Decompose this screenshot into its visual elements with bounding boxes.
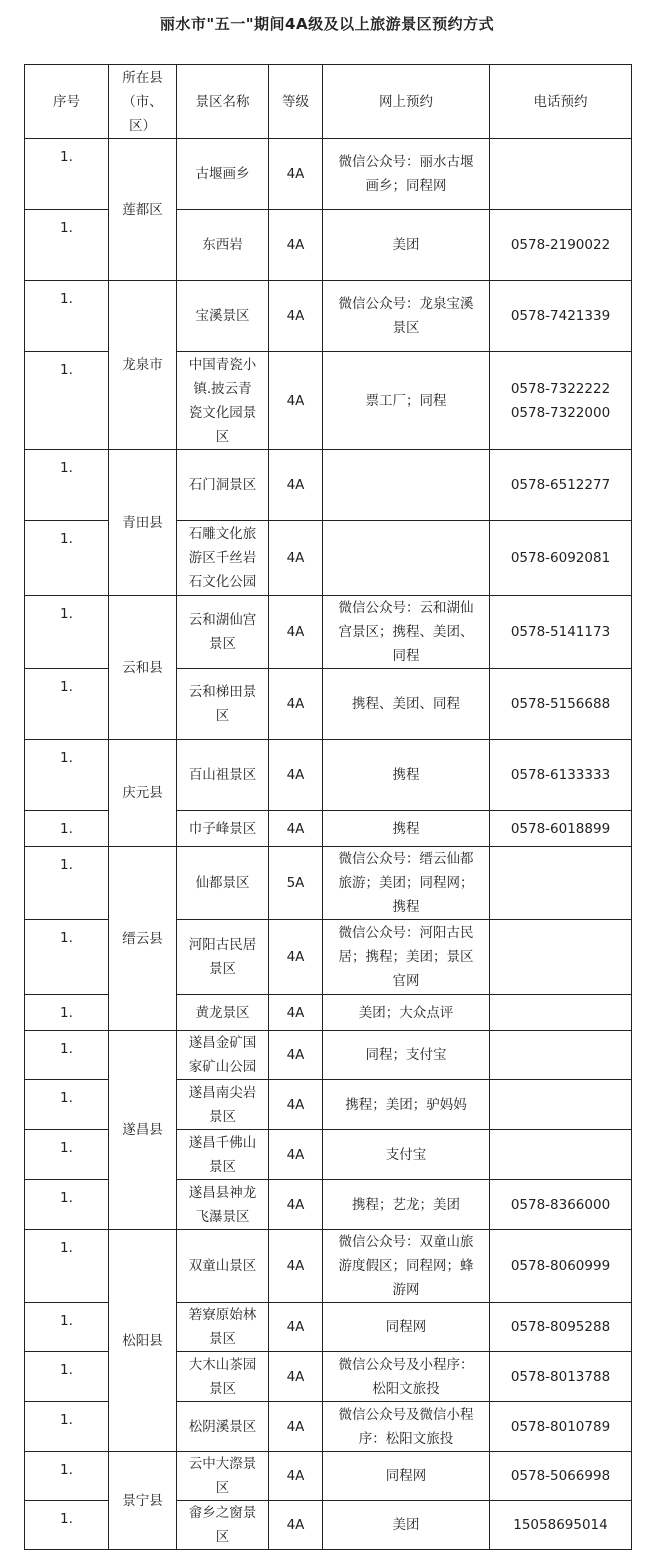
- phone-booking: 0578-8060999: [490, 1230, 632, 1303]
- table-row: [25, 1031, 632, 1080]
- table-row: [25, 847, 632, 920]
- phone-booking: 0578-8010789: [490, 1402, 632, 1452]
- row-number: 1.: [25, 521, 109, 596]
- scenic-name: 遂昌南尖岩 景区: [177, 1080, 269, 1130]
- table-row: [25, 139, 632, 210]
- scenic-name: 河阳古民居 景区: [177, 920, 269, 995]
- county-cell: 龙泉市: [109, 281, 177, 450]
- row-number: 1.: [25, 1501, 109, 1550]
- phone-booking: 0578-8366000: [490, 1180, 632, 1230]
- row-number: 1.: [25, 281, 109, 352]
- phone-booking: 0578-7322222 0578-7322000: [490, 352, 632, 450]
- phone-booking: 0578-8095288: [490, 1303, 632, 1352]
- row-number: 1.: [25, 139, 109, 210]
- grade-cell: 4A: [269, 1303, 323, 1352]
- row-number: 1.: [25, 1230, 109, 1303]
- online-booking: 美团: [323, 210, 490, 281]
- grade-cell: 4A: [269, 1352, 323, 1402]
- phone-booking: [490, 1031, 632, 1080]
- grade-cell: 4A: [269, 995, 323, 1031]
- online-booking: [323, 450, 490, 521]
- scenic-name: 东西岩: [177, 210, 269, 281]
- grade-cell: 4A: [269, 1230, 323, 1303]
- county-cell: 云和县: [109, 596, 177, 740]
- online-booking: 微信公众号：缙云仙都 旅游；美团；同程网； 携程: [323, 847, 490, 920]
- online-booking: 携程；美团；驴妈妈: [323, 1080, 490, 1130]
- online-booking: 同程网: [323, 1303, 490, 1352]
- online-booking: 支付宝: [323, 1130, 490, 1180]
- grade-cell: 4A: [269, 920, 323, 995]
- row-number: 1.: [25, 596, 109, 669]
- online-booking: 微信公众号及微信小程 序：松阳文旅投: [323, 1402, 490, 1452]
- scenic-name: 石雕文化旅 游区千丝岩 石文化公园: [177, 521, 269, 596]
- grade-cell: 4A: [269, 1031, 323, 1080]
- header-county: 所在县 （市、 区）: [109, 65, 177, 139]
- phone-booking: 0578-8013788: [490, 1352, 632, 1402]
- row-number: 1.: [25, 210, 109, 281]
- scenic-name: 遂昌县神龙 飞瀑景区: [177, 1180, 269, 1230]
- row-number: 1.: [25, 1180, 109, 1230]
- county-cell: 青田县: [109, 450, 177, 596]
- row-number: 1.: [25, 1031, 109, 1080]
- online-booking: 微信公众号：河阳古民 居；携程；美团；景区 官网: [323, 920, 490, 995]
- online-booking: 携程；艺龙；美团: [323, 1180, 490, 1230]
- row-number: 1.: [25, 1130, 109, 1180]
- phone-booking: 0578-5141173: [490, 596, 632, 669]
- phone-booking: [490, 920, 632, 995]
- online-booking: 携程: [323, 740, 490, 811]
- scenic-name: 松阴溪景区: [177, 1402, 269, 1452]
- scenic-name: 云中大漈景 区: [177, 1452, 269, 1501]
- phone-booking: 0578-6092081: [490, 521, 632, 596]
- online-booking: 美团: [323, 1501, 490, 1550]
- phone-booking: 0578-5066998: [490, 1452, 632, 1501]
- table-row: [25, 450, 632, 521]
- scenic-name: 云和湖仙宫 景区: [177, 596, 269, 669]
- scenic-name: 百山祖景区: [177, 740, 269, 811]
- row-number: 1.: [25, 995, 109, 1031]
- grade-cell: 4A: [269, 1402, 323, 1452]
- table-row: [25, 1230, 632, 1303]
- county-cell: 遂昌县: [109, 1031, 177, 1230]
- online-booking: 微信公众号：龙泉宝溪 景区: [323, 281, 490, 352]
- phone-booking: 0578-7421339: [490, 281, 632, 352]
- grade-cell: 4A: [269, 139, 323, 210]
- phone-booking: [490, 1080, 632, 1130]
- online-booking: [323, 521, 490, 596]
- online-booking: 携程、美团、同程: [323, 669, 490, 740]
- scenic-name: 遂昌金矿国 家矿山公园: [177, 1031, 269, 1080]
- grade-cell: 4A: [269, 596, 323, 669]
- grade-cell: 4A: [269, 1130, 323, 1180]
- scenic-name: 仙都景区: [177, 847, 269, 920]
- grade-cell: 4A: [269, 1501, 323, 1550]
- row-number: 1.: [25, 1303, 109, 1352]
- grade-cell: 4A: [269, 669, 323, 740]
- scenic-name: 畲乡之窗景 区: [177, 1501, 269, 1550]
- online-booking: 同程网: [323, 1452, 490, 1501]
- scenic-booking-table: [24, 64, 632, 1550]
- scenic-name: 大木山茶园 景区: [177, 1352, 269, 1402]
- county-cell: 景宁县: [109, 1452, 177, 1550]
- online-booking: 携程: [323, 811, 490, 847]
- online-booking: 微信公众号：云和湖仙 宫景区；携程、美团、 同程: [323, 596, 490, 669]
- scenic-name: 古堰画乡: [177, 139, 269, 210]
- phone-booking: 0578-6512277: [490, 450, 632, 521]
- grade-cell: 4A: [269, 450, 323, 521]
- online-booking: 微信公众号：双童山旅 游度假区；同程网；蜂 游网: [323, 1230, 490, 1303]
- county-cell: 缙云县: [109, 847, 177, 1031]
- header-online-booking: 网上预约: [323, 65, 490, 139]
- grade-cell: 4A: [269, 1080, 323, 1130]
- page-title: 丽水市"五一"期间4A级及以上旅游景区预约方式: [159, 15, 495, 33]
- county-cell: 莲都区: [109, 139, 177, 281]
- grade-cell: 4A: [269, 1180, 323, 1230]
- scenic-name: 中国青瓷小 镇.披云青 瓷文化园景 区: [177, 352, 269, 450]
- online-booking: 微信公众号及小程序： 松阳文旅投: [323, 1352, 490, 1402]
- online-booking: 美团；大众点评: [323, 995, 490, 1031]
- table-row: [25, 740, 632, 811]
- row-number: 1.: [25, 1352, 109, 1402]
- grade-cell: 5A: [269, 847, 323, 920]
- row-number: 1.: [25, 847, 109, 920]
- phone-booking: [490, 1130, 632, 1180]
- scenic-name: 箬寮原始林 景区: [177, 1303, 269, 1352]
- row-number: 1.: [25, 450, 109, 521]
- scenic-name: 遂昌千佛山 景区: [177, 1130, 269, 1180]
- phone-booking: 0578-2190022: [490, 210, 632, 281]
- grade-cell: 4A: [269, 210, 323, 281]
- table-row: [25, 596, 632, 669]
- grade-cell: 4A: [269, 521, 323, 596]
- phone-booking: 0578-6133333: [490, 740, 632, 811]
- phone-booking: [490, 139, 632, 210]
- scenic-name: 黄龙景区: [177, 995, 269, 1031]
- scenic-name: 双童山景区: [177, 1230, 269, 1303]
- row-number: 1.: [25, 811, 109, 847]
- row-number: 1.: [25, 1452, 109, 1501]
- table-row: [25, 1452, 632, 1501]
- table-row: [25, 281, 632, 352]
- online-booking: 票工厂；同程: [323, 352, 490, 450]
- grade-cell: 4A: [269, 1452, 323, 1501]
- phone-booking: 15058695014: [490, 1501, 632, 1550]
- header-no: 序号: [25, 65, 109, 139]
- online-booking: 同程；支付宝: [323, 1031, 490, 1080]
- row-number: 1.: [25, 1080, 109, 1130]
- county-cell: 松阳县: [109, 1230, 177, 1452]
- grade-cell: 4A: [269, 281, 323, 352]
- row-number: 1.: [25, 352, 109, 450]
- row-number: 1.: [25, 740, 109, 811]
- header-phone-booking: 电话预约: [490, 65, 632, 139]
- row-number: 1.: [25, 1402, 109, 1452]
- county-cell: 庆元县: [109, 740, 177, 847]
- phone-booking: 0578-6018899: [490, 811, 632, 847]
- scenic-name: 石门洞景区: [177, 450, 269, 521]
- table-header-row: [25, 65, 632, 139]
- header-name: 景区名称: [177, 65, 269, 139]
- phone-booking: 0578-5156688: [490, 669, 632, 740]
- phone-booking: [490, 847, 632, 920]
- grade-cell: 4A: [269, 740, 323, 811]
- grade-cell: 4A: [269, 811, 323, 847]
- scenic-name: 巾子峰景区: [177, 811, 269, 847]
- scenic-name: 宝溪景区: [177, 281, 269, 352]
- scenic-name: 云和梯田景 区: [177, 669, 269, 740]
- phone-booking: [490, 995, 632, 1031]
- grade-cell: 4A: [269, 352, 323, 450]
- row-number: 1.: [25, 669, 109, 740]
- header-grade: 等级: [269, 65, 323, 139]
- row-number: 1.: [25, 920, 109, 995]
- online-booking: 微信公众号：丽水古堰 画乡；同程网: [323, 139, 490, 210]
